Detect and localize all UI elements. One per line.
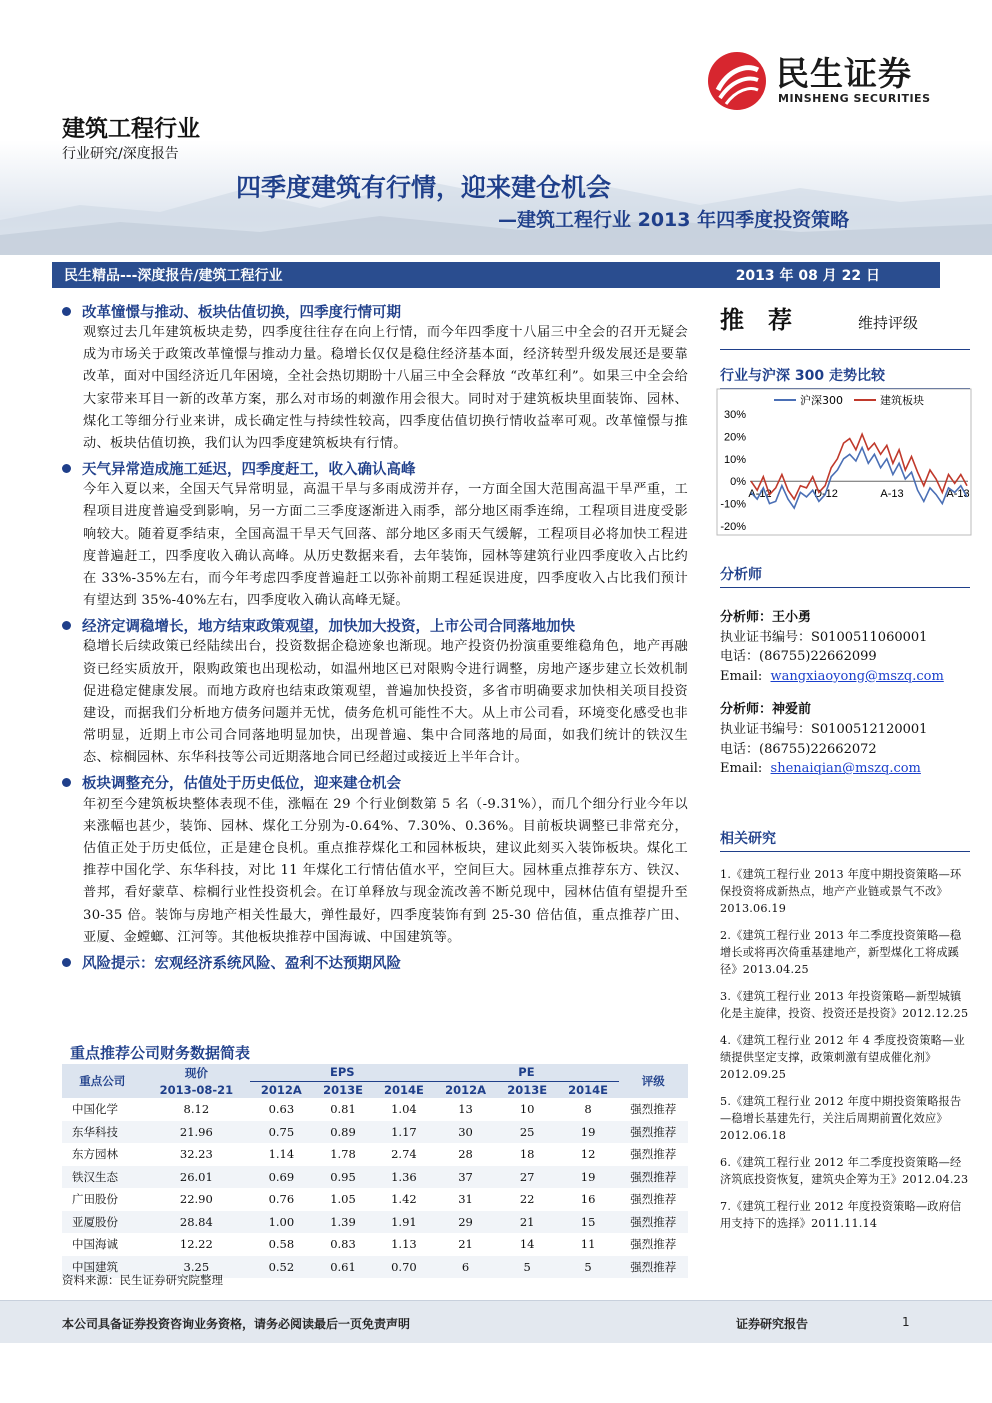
y-tick-label: 10% [723, 453, 746, 466]
related-item[interactable]: 5.《建筑工程行业 2012 年度中期投资策略报告—稳增长基建先行，关注后周期前置化效应》2012.06.18 [720, 1095, 962, 1142]
table-cell: 0.83 [330, 1237, 356, 1252]
table-cell: 10 [519, 1102, 535, 1117]
x-tick-label: A-12 [748, 488, 772, 501]
rating-box [720, 300, 970, 350]
footer-disclaimer: 本公司具备证券投资咨询业务资格，请务必阅读最后一页免责声明 [62, 1317, 411, 1331]
analysts-block [720, 564, 970, 779]
table-cell: 0.58 [268, 1237, 295, 1252]
table-cell: 0.61 [330, 1259, 356, 1274]
industry-name: 建筑工程行业 [62, 116, 200, 142]
page-footer [0, 1300, 992, 1343]
analyst-card [720, 700, 970, 778]
table-cell: 强烈推荐 [630, 1237, 677, 1252]
section-heading: 改革憧憬与推动、板块估值切换，四季度行情可期 [62, 300, 688, 322]
section-heading: 风险提示：宏观经济系统风险、盈利不达预期风险 [62, 951, 688, 973]
email-label: Email: [720, 761, 763, 777]
table-cell: 16 [580, 1192, 596, 1207]
table-row [62, 1143, 688, 1166]
section-body: 年初至今建筑板块整体表现不佳，涨幅在 29 个行业倒数第 5 名（-9.31%），而几个细分行业今年以来涨幅也甚少，装饰、园林、煤化工分别为-0.64%、7.30%、0.36%。目前板块调整已非常充分，估值正处于历史低位，正是建仓良机。重点推荐煤化工和园林板块，建议此刻买入装饰板块。煤化工推荐中国化学、东华科技，对比 11 年煤化工行情估值水平，空间巨大。园林重点推荐东方、铁汉、普邦，看好蒙草、棕榈行业性投资机会。在订单释放与现金流改善不断兑现中，园林估值有望提升至 30-35 倍。装饰与房地产相关性最大，弹性最好，四季度装饰有到 25-30 倍估值，重点推荐广田、亚厦、金螳螂、江河等。其他板块推荐中国海诚、中国建筑等。 [83, 796, 688, 945]
analysts-heading: 分析师 [720, 564, 970, 588]
col-pe: PE [434, 1064, 618, 1081]
col-price: 现价 [143, 1064, 251, 1081]
y-tick-label: 0% [730, 476, 746, 489]
table-cell: 32.23 [179, 1147, 213, 1162]
table-cell: 0.52 [268, 1259, 295, 1274]
analyst-cert: 执业证书编号：S0100512120001 [720, 721, 928, 737]
table-cell: 26.01 [179, 1169, 213, 1184]
table-cell: 中国海诚 [72, 1237, 118, 1252]
report-title: 四季度建筑有行情，迎来建仓机会 [236, 173, 612, 202]
section-heading: 经济定调稳增长，地方结束政策观望，加快加大投资，上市公司合同落地加快 [62, 614, 688, 636]
table-cell: 强烈推荐 [630, 1259, 677, 1274]
table-cell: 东方园林 [72, 1147, 118, 1162]
info-band [52, 262, 940, 288]
table-cell: 1.36 [391, 1169, 417, 1184]
report-subtitle: —建筑工程行业 2013 年四季度投资策略 [498, 209, 850, 231]
table-cell: 37 [458, 1169, 473, 1184]
analyst-name: 分析师：王小勇 [720, 610, 812, 625]
table-cell: 8 [584, 1102, 592, 1117]
table-cell: 0.95 [330, 1169, 356, 1184]
col-rating: 评级 [619, 1064, 688, 1098]
table-cell: 强烈推荐 [630, 1214, 677, 1229]
table-cell: 0.81 [330, 1102, 356, 1117]
footer-label: 证券研究报告 [736, 1317, 809, 1331]
table-cell: 强烈推荐 [630, 1192, 677, 1207]
section-body: 今年入夏以来，全国天气异常明显，高温干旱与多雨成涝并存，一方面全国大范围高温干旱严重，工程项目进度普遍受到影响，另一方面二三季度逐渐进入雨季，部分地区雨季连绵，工程项目进度受影响较大。随着夏季结束，全国高温干旱天气回落、部分地区多雨天气缓解，工程项目必将加快工程进度普遍赶工，四季度收入确认高峰。从历史数据来看，去年装饰，园林等建筑行业四季度收入占比约在 33%-35%左右，而今年考虑四季度普遍赶工以弥补前期工程延误进度，四季度收入占比我们预计有望达到 35%-40%左右，四季度收入确认高峰无疑。 [83, 482, 688, 609]
section [62, 951, 688, 973]
section [62, 772, 688, 949]
table-cell: 5 [584, 1259, 592, 1274]
table-cell: 0.76 [268, 1192, 295, 1207]
table-title: 重点推荐公司财务数据简表 [70, 1044, 251, 1062]
col-price-date: 2013-08-21 [143, 1081, 251, 1098]
bullet-icon [62, 464, 71, 473]
analyst-cert: 执业证书编号：S0100511060001 [720, 629, 928, 645]
table-cell: 11 [580, 1237, 596, 1252]
bullet-icon [62, 307, 71, 316]
chart-frame [717, 389, 971, 535]
col-year: 2013E [497, 1081, 558, 1098]
table-cell: 东华科技 [72, 1124, 118, 1139]
analyst-phone: 电话：(86755)22662099 [720, 649, 877, 665]
table-cell: 25 [519, 1124, 535, 1139]
related-heading: 相关研究 [720, 828, 970, 852]
col-year: 2012A [434, 1081, 496, 1098]
table-cell: 铁汉生态 [72, 1169, 118, 1184]
band-label: 民生精品---深度报告/建筑工程行业 [64, 268, 283, 284]
chart-heading: 行业与沪深 300 走势比较 [720, 365, 970, 389]
analyst-name: 分析师：神爱前 [720, 702, 812, 718]
table-cell: 强烈推荐 [630, 1169, 677, 1184]
table-source: 资料来源：民生证券研究院整理 [62, 1273, 223, 1287]
table-cell: 19 [580, 1169, 596, 1184]
table-cell: 强烈推荐 [630, 1102, 677, 1117]
table-cell: 亚厦股份 [72, 1214, 118, 1229]
bullet-icon [62, 958, 71, 967]
table-cell: 8.12 [183, 1102, 210, 1117]
legend-label: 沪深300 [800, 394, 843, 407]
section-body: 观察过去几年建筑板块走势，四季度往往存在向上行情，而今年四季度十八届三中全会的召开无疑会成为市场关于政策改革憧憬与推动力量。稳增长仅仅是稳住经济基本面，经济转型升级发展还是要靠改革，面对中国经济近几年困境，全社会热切期盼十八届三中全会释放 “改革红利”。如果三中全会给大家带来耳目一新的改革方案，那么对市场的刺激作用会很大。同时对于建筑板块里面装饰、园林、煤化工等细分行业来讲，成长确定性与持续性较高，四季度估值切换行情收益率可观。改革憧憬与推动、板块估值切换，我们认为四季度建筑板块有行情。 [83, 325, 688, 452]
table-cell: 19 [580, 1124, 596, 1139]
table-cell: 21 [519, 1214, 535, 1229]
sidebar [720, 300, 970, 389]
table-cell: 14 [519, 1237, 535, 1252]
financial-table [62, 1064, 688, 1278]
logo-english-name: MINSHENG SECURITIES [778, 92, 931, 105]
email-label: Email: [720, 668, 763, 684]
table-cell: 2.74 [391, 1147, 417, 1162]
rating-note: 维持评级 [858, 314, 919, 332]
table-cell: 31 [458, 1192, 473, 1207]
related-item[interactable]: 6.《建筑工程行业 2012 年二季度投资策略—经济筑底投资恢复，建筑央企筹为王》2012.04.23 [720, 1156, 969, 1186]
table-cell: 1.05 [330, 1192, 356, 1207]
related-item[interactable]: 1.《建筑工程行业 2013 年度中期投资策略—环保投资将成新热点，地产产业链或景气不改》2013.06.19 [720, 868, 962, 915]
table-cell: 0.69 [268, 1169, 295, 1184]
table-cell: 0.75 [268, 1124, 295, 1139]
y-tick-label: -20% [720, 521, 746, 533]
table-cell: 3.25 [183, 1259, 210, 1274]
trend-chart [716, 388, 972, 536]
y-tick-label: 30% [723, 409, 746, 421]
table-cell: 强烈推荐 [630, 1124, 677, 1139]
analyst-email-link[interactable]: wangxiaoyong@mszq.com [770, 668, 944, 684]
table-row [62, 1233, 688, 1256]
x-tick-label: A-13 [880, 488, 904, 501]
table-cell: 1.78 [330, 1147, 356, 1162]
table-cell: 中国建筑 [72, 1259, 118, 1274]
table-row [62, 1098, 688, 1121]
table-cell: 21.96 [179, 1124, 213, 1139]
x-tick-label: D-12 [814, 488, 838, 501]
table-cell: 5 [523, 1259, 531, 1274]
legend-label: 建筑板块 [880, 394, 924, 407]
table-cell: 21 [458, 1237, 473, 1252]
table-cell: 1.14 [268, 1147, 295, 1162]
bullet-icon [62, 621, 71, 630]
rating-value: 推荐 [720, 306, 816, 334]
col-year: 2013E [313, 1081, 374, 1098]
x-tick-label: A-13 [946, 488, 970, 501]
analyst-email-link[interactable]: shenaiqian@mszq.com [770, 761, 921, 777]
table-cell: 中国化学 [72, 1102, 118, 1117]
col-year: 2014E [558, 1081, 619, 1098]
report-type: 行业研究/深度报告 [62, 146, 179, 162]
table-row [62, 1121, 688, 1144]
table-cell: 27 [519, 1169, 535, 1184]
main-content [62, 300, 688, 975]
table-cell: 28.84 [179, 1214, 213, 1229]
logo-chinese-name: 民生证券 [776, 54, 912, 93]
table-cell: 1.39 [330, 1214, 356, 1229]
table-cell: 1.42 [391, 1192, 417, 1207]
table-row [62, 1211, 688, 1234]
table-cell: 1.17 [391, 1124, 417, 1139]
related-block [720, 828, 970, 1242]
table-cell: 12.22 [179, 1237, 213, 1252]
minsheng-logo-icon [706, 50, 768, 112]
analyst-phone: 电话：(86755)22662072 [720, 741, 877, 757]
related-item[interactable]: 2.《建筑工程行业 2013 年二季度投资策略—稳增长或将再次倚重基建地产，新型煤化工将成蹊径》2013.04.25 [720, 929, 962, 976]
section [62, 614, 688, 769]
table-row [62, 1166, 688, 1189]
table-cell: 广田股份 [72, 1192, 118, 1207]
y-tick-label: -10% [720, 498, 746, 511]
table-cell: 0.70 [391, 1259, 417, 1274]
table-cell: 强烈推荐 [630, 1147, 677, 1162]
table-cell: 22.90 [179, 1192, 213, 1207]
col-year: 2014E [373, 1081, 434, 1098]
bullet-icon [62, 778, 71, 787]
section-heading: 天气异常造成施工延迟，四季度赶工，收入确认高峰 [62, 457, 688, 479]
table-cell: 18 [519, 1147, 535, 1162]
table-cell: 1.04 [391, 1102, 417, 1117]
table-cell: 22 [519, 1192, 535, 1207]
col-eps: EPS [250, 1064, 434, 1081]
col-year: 2012A [250, 1081, 312, 1098]
table-row [62, 1188, 688, 1211]
y-tick-label: 20% [723, 431, 746, 444]
table-cell: 29 [458, 1214, 473, 1229]
table-cell: 12 [580, 1147, 596, 1162]
table-cell: 15 [580, 1214, 596, 1229]
col-company: 重点公司 [62, 1064, 143, 1098]
related-item[interactable]: 3.《建筑工程行业 2013 年投资策略—新型城镇化是主旋律，投资、投资还是投资》2012.12.25 [720, 990, 969, 1020]
table-cell: 13 [458, 1102, 473, 1117]
table-cell: 1.91 [391, 1214, 417, 1229]
related-item[interactable]: 7.《建筑工程行业 2012 年度投资策略—政府信用支持下的选择》2011.11.14 [720, 1200, 962, 1230]
report-date: 2013 年 08 月 22 日 [735, 268, 880, 284]
table-cell: 30 [458, 1124, 473, 1139]
table-cell: 1.13 [391, 1237, 417, 1252]
table-cell: 28 [458, 1147, 473, 1162]
table-cell: 6 [461, 1259, 470, 1274]
analyst-card [720, 608, 970, 686]
section [62, 457, 688, 612]
table-cell: 1.00 [268, 1214, 295, 1229]
table-cell: 0.63 [268, 1102, 295, 1117]
table-cell: 0.89 [330, 1124, 356, 1139]
page-number: 1 [902, 1315, 910, 1329]
section [62, 300, 688, 455]
related-item[interactable]: 4.《建筑工程行业 2012 年 4 季度投资策略—业绩提供坚定支撑，政策刺激有望成催化剂》2012.09.25 [720, 1034, 965, 1081]
section-body: 稳增长后续政策已经陆续出台，投资数据企稳迹象也渐现。地产投资仍扮演重要维稳角色，地产再融资已经实质放开，限购政策也出现松动，如温州地区已对限购令进行调整，房地产逐步建立长效机制促进稳定健康发展。而地方政府也结束政策观望，普遍加快投资，多省市明确要求加快相关项目投资建设，而据我们分析地方债务问题并无忧，债务危机可能性不大。从上市公司看，环境变化感受也非常明显，近期上市公司合同落地明显加快，出现普遍、集中合同落地的局面，如我们统计的铁汉生态、棕榈园林、东华科技等公司近期落地合同已经超过或接近上半年合计。 [83, 639, 688, 766]
section-heading: 板块调整充分，估值处于历史低位，迎来建仓机会 [62, 772, 688, 794]
